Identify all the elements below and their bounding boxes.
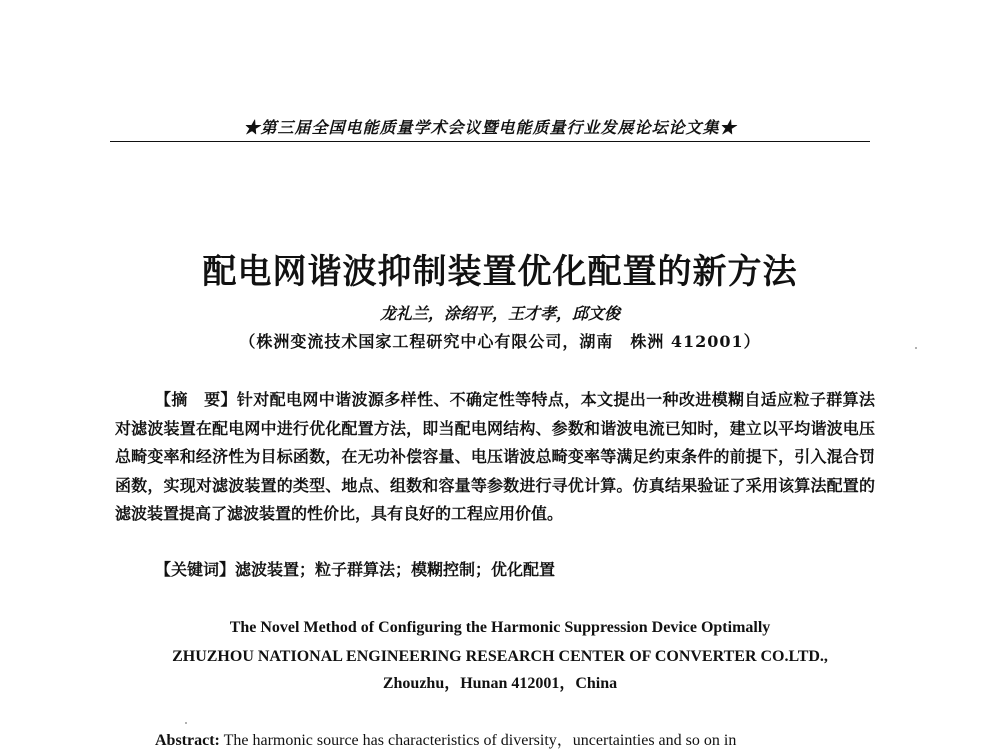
keywords-text-cn: 滤波装置；粒子群算法；模糊控制；优化配置 [235, 560, 556, 579]
paper-title-cn: 配电网谐波抑制装置优化配置的新方法 [202, 252, 798, 292]
abstract-text-en: The harmonic source has characteristics of diversity，uncertainties and so on in [223, 732, 737, 749]
abstract-en [155, 730, 875, 752]
authors-cn: 龙礼兰，涂绍平，王才孝，邱文俊 [379, 304, 620, 323]
keywords-label-cn: 【关键词】 [155, 560, 236, 579]
abstract-label-en: Abstract: [155, 732, 220, 749]
abstract-label-cn: 【摘 要】 [155, 390, 237, 409]
paper-title-en: The Novel Method of Configuring the Harmonic Suppression Device Optimally [229, 619, 771, 636]
scan-speck [185, 722, 187, 724]
scan-speck [915, 347, 917, 349]
header-rule [110, 141, 870, 142]
location-en: Zhouzhu，Hunan 412001，China [382, 675, 618, 692]
abstract-text-cn: 针对配电网中谐波源多样性、不确定性等特点，本文提出一种改进模糊自适应粒子群算法对滤波装置在配电网中进行优化配置方法，即当配电网结构、参数和谐波电流已知时，建立以平均谐波电压总畸变率和经济性为目标函数，在无功补偿容量、电压谐波总畸变率等满足约束条件的前提下，引入混合罚函数，实现对滤波装置的类型、地点、组数和容量等参数进行寻优计算。仿真结果验证了采用该算法配置的滤波装置提高了滤波装置的性价比，具有良好的工程应用价值。 [115, 390, 875, 524]
organization-en: ZHUZHOU NATIONAL ENGINEERING RESEARCH CENTER OF CONVERTER CO.LTD., [172, 648, 828, 665]
proceedings-header: ★第三届全国电能质量学术会议暨电能质量行业发展论坛论文集★ [243, 118, 737, 137]
abstract-cn [115, 386, 875, 529]
affiliation-cn: （株洲变流技术国家工程研究中心有限公司，湖南 株洲 412001） [239, 332, 761, 351]
keywords-cn [155, 558, 875, 582]
